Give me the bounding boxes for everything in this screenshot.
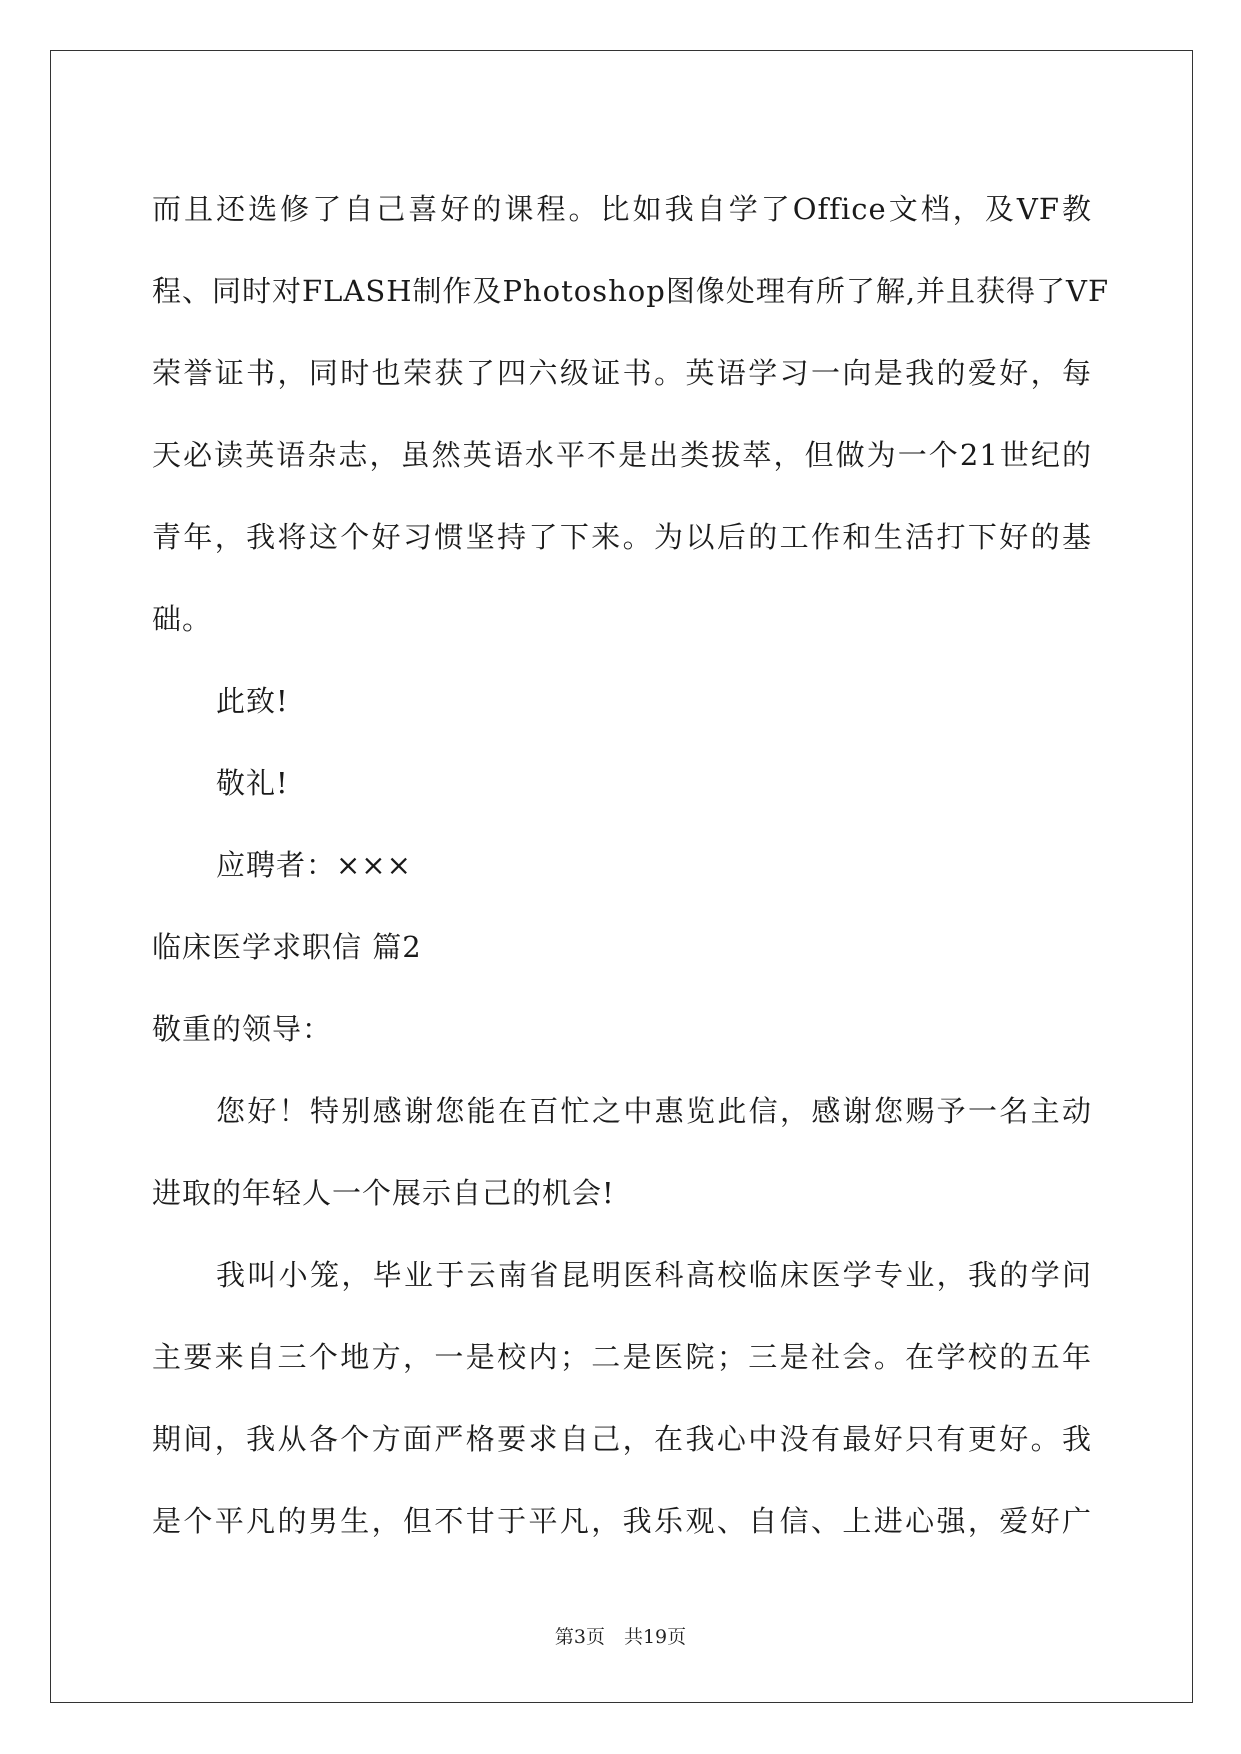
text-line: 是个平凡的男生，但不甘于平凡，我乐观、自信、上进心强，爱好广 [152, 1504, 1092, 1538]
text-line: 我叫小笼，毕业于云南省昆明医科高校临床医学专业，我的学问 [216, 1258, 1092, 1292]
text-line: 而且还选修了自己喜好的课程。比如我自学了Office文档，及VF教 [152, 192, 1092, 226]
text-line: 应聘者：××× [216, 848, 412, 882]
document-body [152, 168, 1110, 1562]
text-line: 进取的年轻人一个展示自己的机会! [152, 1176, 615, 1210]
text-line: 敬重的领导： [152, 1012, 333, 1046]
text-line: 此致! [216, 684, 289, 718]
text-line: 天必读英语杂志，虽然英语水平不是出类拔萃，但做为一个21世纪的 [152, 438, 1092, 472]
text-line: 您好！特别感谢您能在百忙之中惠览此信，感谢您赐予一名主动 [216, 1094, 1092, 1128]
text-line: 敬礼! [216, 766, 289, 800]
text-line: 青年，我将这个好习惯坚持了下来。为以后的工作和生活打下好的基 [152, 520, 1092, 554]
text-line: 础。 [152, 602, 213, 636]
page-number-footer: 第3页 共19页 [554, 1626, 687, 1648]
text-line: 荣誉证书，同时也荣获了四六级证书。英语学习一向是我的爱好，每 [152, 356, 1092, 390]
text-line: 期间，我从各个方面严格要求自己，在我心中没有最好只有更好。我 [152, 1422, 1092, 1456]
text-line: 程、同时对FLASH制作及Photoshop图像处理有所了解,并且获得了VF [152, 274, 1110, 308]
text-line: 主要来自三个地方，一是校内；二是医院；三是社会。在学校的五年 [152, 1340, 1092, 1374]
text-line: 临床医学求职信 篇2 [152, 930, 422, 964]
